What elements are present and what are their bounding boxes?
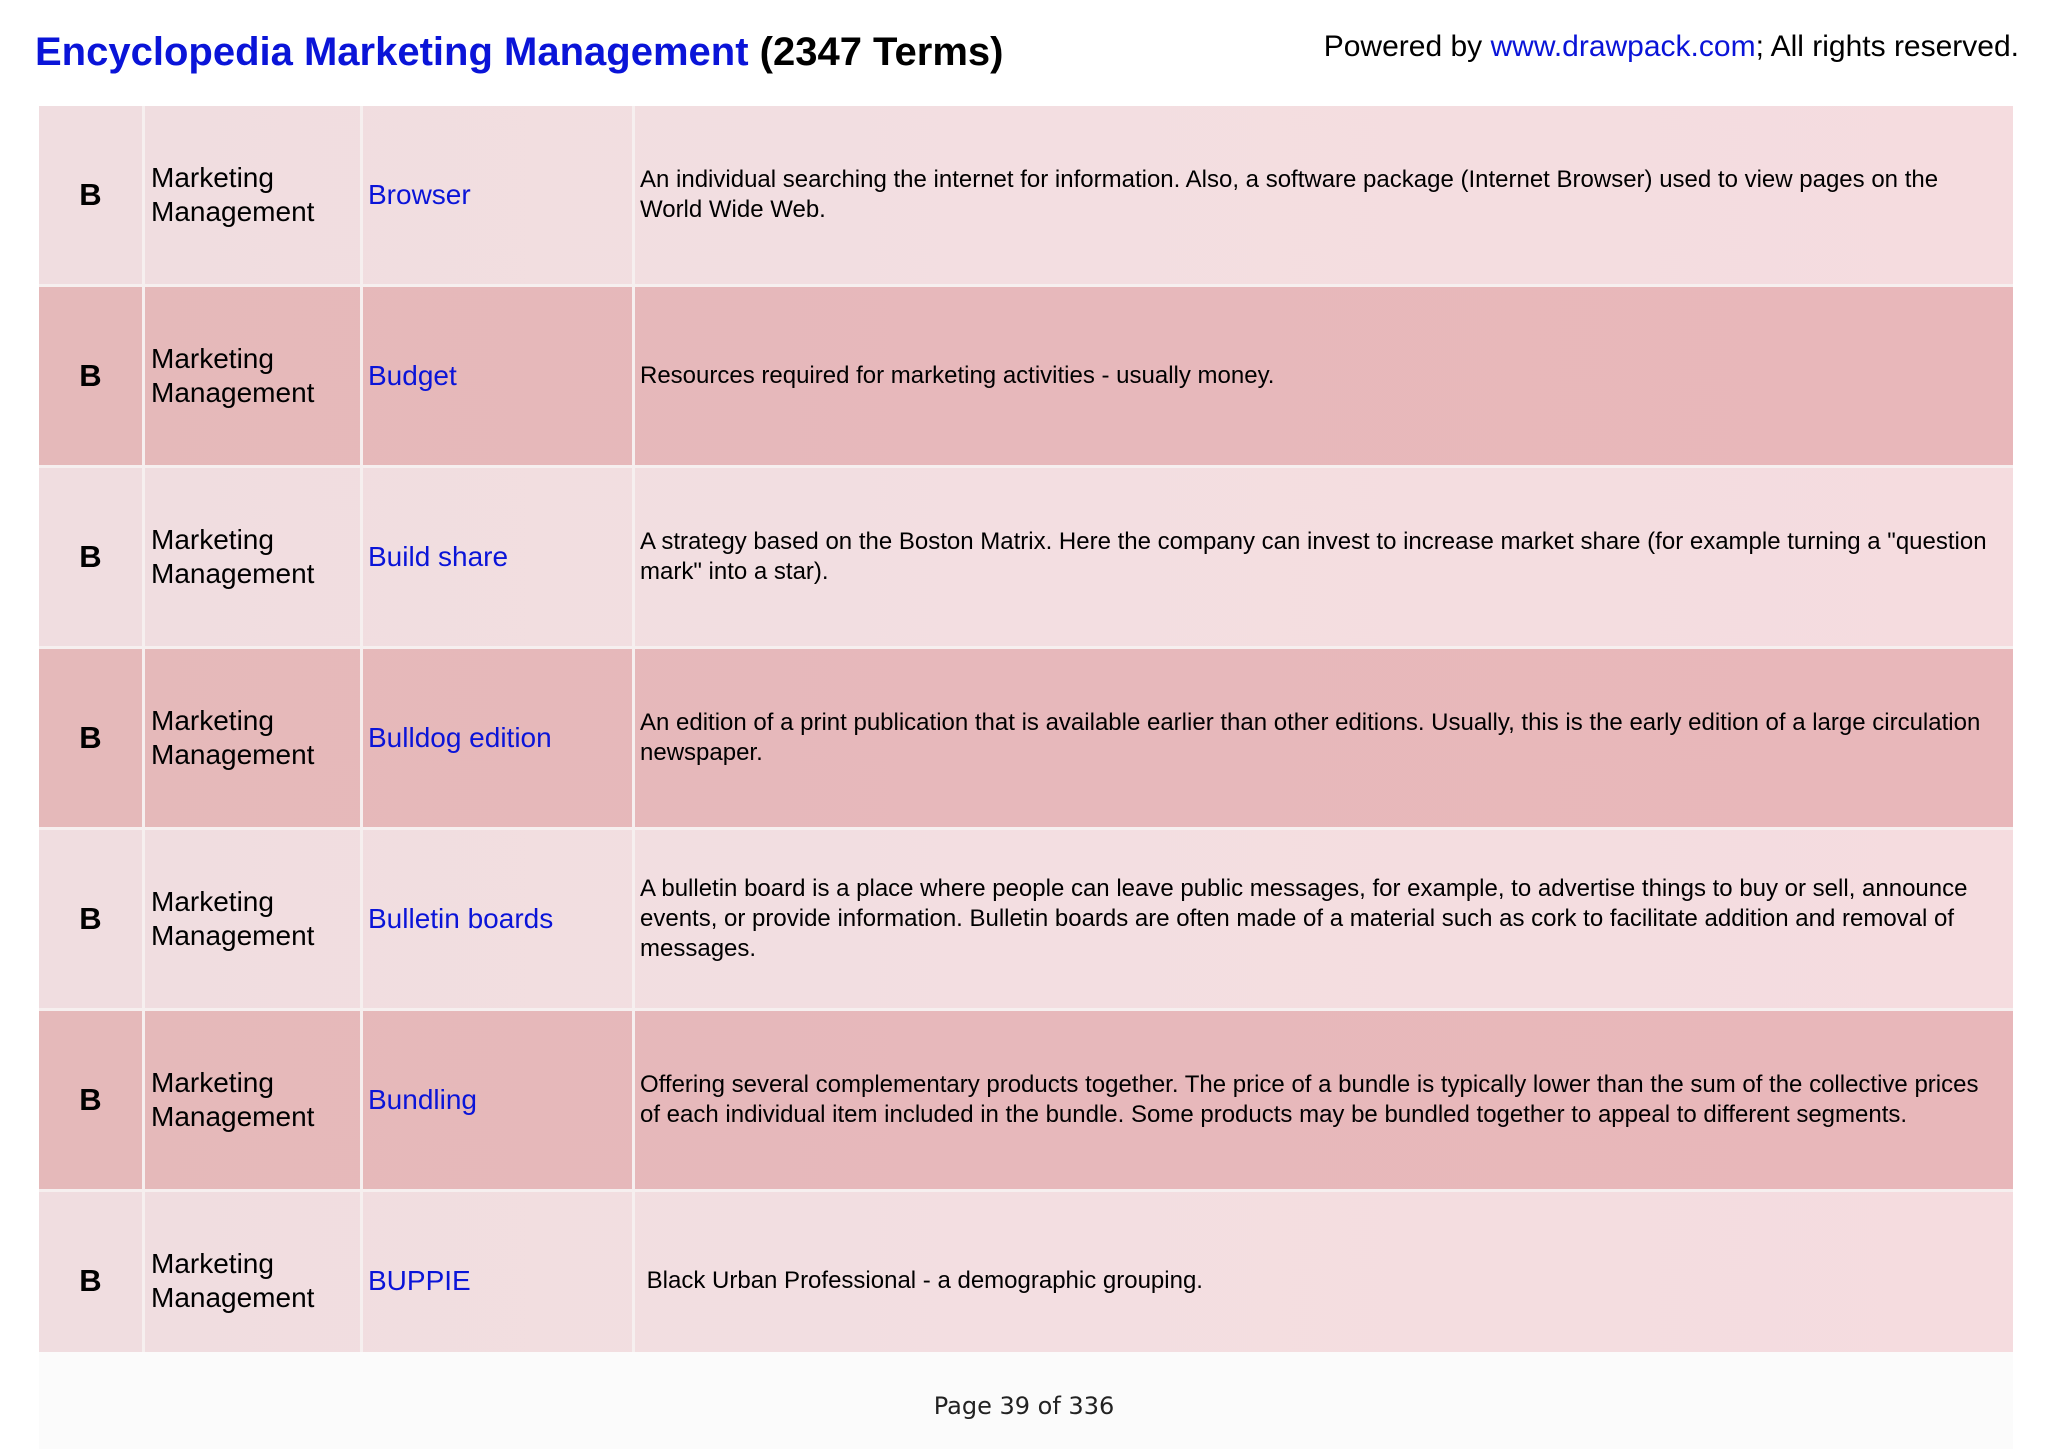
definition-cell: Resources required for marketing activities - usually money. [640,362,1275,389]
letter-cell: B [39,287,145,465]
term-link[interactable]: BUPPIE [363,1192,635,1370]
category-line: Marketing [151,1248,274,1279]
category-cell [145,1011,363,1189]
term-link[interactable]: Bulletin boards [363,830,635,1008]
term-link[interactable]: Bundling [363,1011,635,1189]
category-line: Management [151,739,315,770]
table-row [39,830,2013,1011]
category-line: Management [151,1282,315,1313]
table-row [39,1192,2013,1370]
table-row [39,468,2013,649]
powered-prefix: Powered by [1323,30,1491,63]
category-line: Marketing [151,162,274,193]
category-line: Marketing [151,1067,274,1098]
category-line: Marketing [151,343,274,374]
letter-cell: B [39,830,145,1008]
category-line: Management [151,1101,315,1132]
letter-cell: B [39,106,145,284]
category-cell [145,649,363,827]
category-line: Marketing [151,524,274,555]
term-link[interactable]: Build share [363,468,635,646]
category-cell [145,106,363,284]
definition-cell: Offering several complementary products together. The price of a bundle is typically lower than the sum of the collective prices of each individual item included in the bundle. Some products may be bundled together to appeal to different segments. [640,1071,1979,1128]
category-cell [145,468,363,646]
category-line: Marketing [151,886,274,917]
powered-by-notice [1324,30,2019,64]
category-line: Management [151,558,315,589]
letter-cell: B [39,468,145,646]
page-number: Page 39 of 336 [933,1392,1115,1420]
category-cell [145,287,363,465]
category-line: Management [151,920,315,951]
letter-cell: B [39,649,145,827]
term-link[interactable]: Budget [363,287,635,465]
page-header [0,0,2048,105]
category-line: Marketing [151,705,274,736]
table-row [39,1011,2013,1192]
category-cell [145,830,363,1008]
letter-cell: B [39,1011,145,1189]
definition-cell: Black Urban Professional - a demographic grouping. [640,1267,1203,1294]
terms-table [39,106,2013,1370]
definition-cell: An edition of a print publication that is available earlier than other editions. Usually, this is the early edition of a large circulation newspaper. [640,709,1981,766]
table-row [39,649,2013,830]
definition-cell: A strategy based on the Boston Matrix. Here the company can invest to increase market share (for example turning a "question mark" into a star). [640,528,1987,585]
document-title [35,30,1003,75]
definition-cell: A bulletin board is a place where people can leave public messages, for example, to advertise things to buy or sell, announce events, or provide information. Bulletin boards are often made of a material such as cork to facilitate addition and removal of messages. [640,875,1968,962]
table-row [39,106,2013,287]
table-row [39,287,2013,468]
term-link[interactable]: Browser [363,106,635,284]
category-cell [145,1192,363,1370]
category-line: Management [151,377,315,408]
title-main: Encyclopedia Marketing Management [35,30,749,74]
rights-text: ; All rights reserved. [1755,30,2019,63]
definition-cell: An individual searching the internet for information. Also, a software package (Internet Browser) used to view pages on the World Wide Web. [640,166,1939,223]
term-count: (2347 Terms) [759,30,1004,74]
drawpack-link[interactable]: www.drawpack.com [1490,30,1756,63]
letter-cell: B [39,1192,145,1370]
term-link[interactable]: Bulldog edition [363,649,635,827]
category-line: Management [151,196,315,227]
